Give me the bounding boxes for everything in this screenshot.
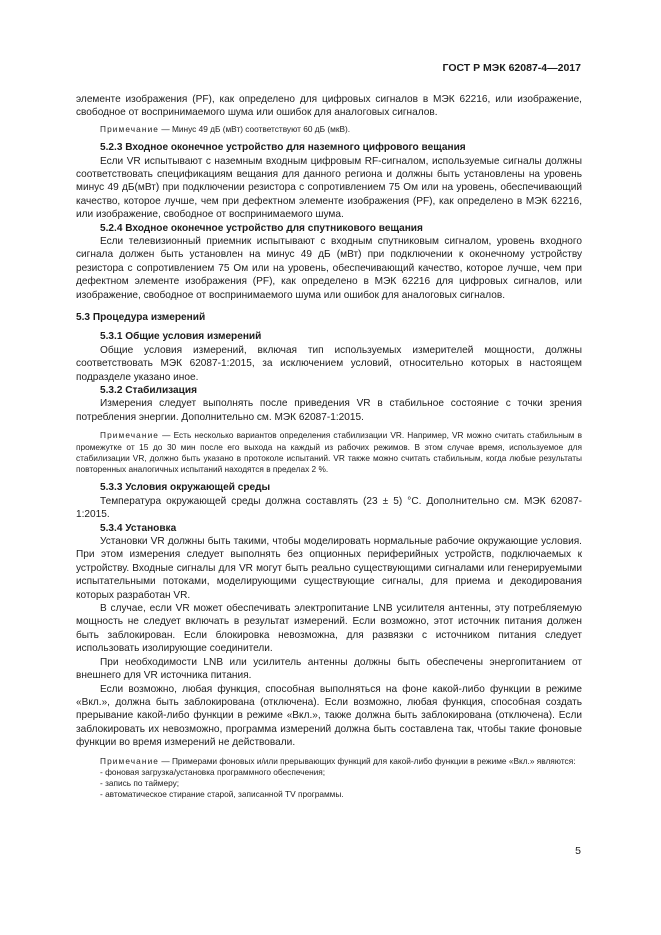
section-5-3-2-title: 5.3.2 Стабилизация (100, 385, 197, 397)
intro-paragraph: элементе изображения (PF), как определено для цифровых сигналов в МЭК 62216, или изображение, свободное от воспринимаемого шума или ошибок для аналоговых сигналов. (76, 94, 582, 119)
page-content (76, 93, 582, 801)
note-1: Примечание — Минус 49 дБ (мВт) соответствуют 60 дБ (мкВ). (100, 123, 351, 134)
document-header: ГОСТ Р МЭК 62087-4—2017 (442, 62, 581, 74)
section-5-3-4-paragraph-3: При необходимости LNB или усилитель антенны должны быть обеспечены энергопитанием от внешнего для VR источника питания. (76, 656, 582, 682)
section-5-3-1-title: 5.3.1 Общие условия измерений (100, 331, 262, 343)
note-3-text: Примерами фоновых и/или прерывающих функций для какой-либо функции в режиме «Вкл.» являются: (171, 755, 576, 766)
section-5-3-4-title: 5.3.4 Установка (100, 522, 177, 534)
note-label: Примечание (100, 430, 160, 441)
note-label: Примечание (100, 123, 160, 134)
section-5-3-3-title: 5.3.3 Условия окружающей среды (100, 482, 271, 494)
page-number: 5 (575, 845, 581, 857)
list-item: - фоновая загрузка/установка программного обеспечения; (100, 766, 326, 777)
note-label: Примечание (100, 755, 160, 766)
note-2: Примечание — Есть несколько вариантов определения стабилизации VR. Например, VR можно считать стабильным в промежутке от 15 до 30 мин после его выхода на каждый из рабочих режимов. В этом случае время, используемое для стабилизации VR, должно быть указано в протоколе испытаний. VR также можно считать стабильным, когда любые результаты повторенных аналогичных испытаний находятся в пределах 2 %. (76, 430, 582, 475)
section-5-3-3-text: Температура окружающей среды должна составлять (23 ± 5) °С. Дополнительно см. МЭК 62087-1:2015. (76, 495, 582, 521)
section-5-2-4-text: Если телевизионный приемник испытывают с входным спутниковым сигналом, уровень входного сигнала должен быть установлен на минус 49 дБ (мВт) при подключении к оконечному устройству резистора с сопротивлением 75 Ом или на уровень, обеспечивающий качество, которое лучше, чем при дефектном элементе изображения (PF), как определено в МЭК 62216 для цифровых сигналов, или изображение, свободное от воспринимаемого шума или ошибок для аналоговых сигналов. (76, 235, 582, 301)
section-5-3-4-paragraph-4: Если возможно, любая функция, способная выполняться на фоне какой-либо функции в режиме «Вкл.», должна быть заблокирована (отключена). Если возможно, любая функция, способная создать прерывание какой-либо функции в режиме «Вкл.», также должна быть заблокирована (отключена). Если заблокировать их невозможно, программа измерений должна быть составлена так, чтобы такие фоновые функции во время измерений не действовали. (76, 683, 582, 749)
note-2-text: Есть несколько вариантов определения стабилизации VR. Например, VR можно считать стабильным в промежутке от 15 до 30 мин после его выхода на каждый из рабочих режимов. В этом случае время, используемое для стабилизации VR, должно быть указано в протоколе испытаний. VR также можно считать стабильным, когда любые результаты повторенных аналогичных испытаний находятся в пределах 2 %. (76, 430, 582, 475)
section-5-3-title: 5.3 Процедура измерений (76, 311, 206, 323)
section-5-3-2-text: Измерения следует выполнять после приведения VR в стабильное состояние с точки зрения потребления энергии. Дополнительно см. МЭК 62087-1:2015. (76, 398, 582, 423)
section-5-2-3-text: Если VR испытывают с наземным входным цифровым RF-сигналом, используемые сигналы должны соответствовать спецификациям вещания для данного региона и должны быть установлены на уровень минус 49 дБ(мВт) при подключении резистора с сопротивлением 75 Ом или на уровень, обеспечивающий качество, которое лучше, чем при дефектном элементе изображения (PF), как определено в МЭК 62216, или изображение, свободное от воспринимаемого шума. (76, 155, 582, 221)
list-item: - автоматическое стирание старой, записанной TV программы. (100, 789, 344, 800)
section-5-2-3-title: 5.2.3 Входное оконечное устройство для наземного цифрового вещания (100, 142, 466, 154)
section-5-3-1-text: Общие условия измерений, включая тип используемых измерителей мощности, должны соответствовать МЭК 62087-1:2015, за исключением условий, относительно которых в настоящем подразделе указано иное. (76, 344, 582, 383)
section-5-3-4-paragraph-1: Установки VR должны быть такими, чтобы моделировать нормальные рабочие окружающие условия. При этом измерения следует выполнять без опционных периферийных устройств, подключаемых к устройству. Входные сигналы для VR могут быть реально существующими сигналами или генерируемыми испытательными потоками, моделирующими существующие сигналы, для приема и декодирования которых разработан VR. (76, 536, 582, 601)
list-item: - запись по таймеру; (100, 778, 180, 789)
section-5-2-4-title: 5.2.4 Входное оконечное устройство для спутникового вещания (100, 222, 423, 234)
section-5-3-4-paragraph-2: В случае, если VR может обеспечивать электропитание LNB усилителя антенны, эту потребляемую мощность не следует включать в результат измерений. Если возможно, этот источник питания должен быть заблокирован. Если блокировка невозможна, для развязки с источником питания следует использовать изолирующие соединители. (76, 603, 582, 655)
note-3-list (76, 767, 582, 801)
note-3: Примечание — Примерами фоновых и/или прерывающих функций для какой-либо функции в режиме «Вкл.» являются: (100, 755, 576, 766)
note-1-text: Минус 49 дБ (мВт) соответствуют 60 дБ (мкВ). (171, 123, 351, 134)
